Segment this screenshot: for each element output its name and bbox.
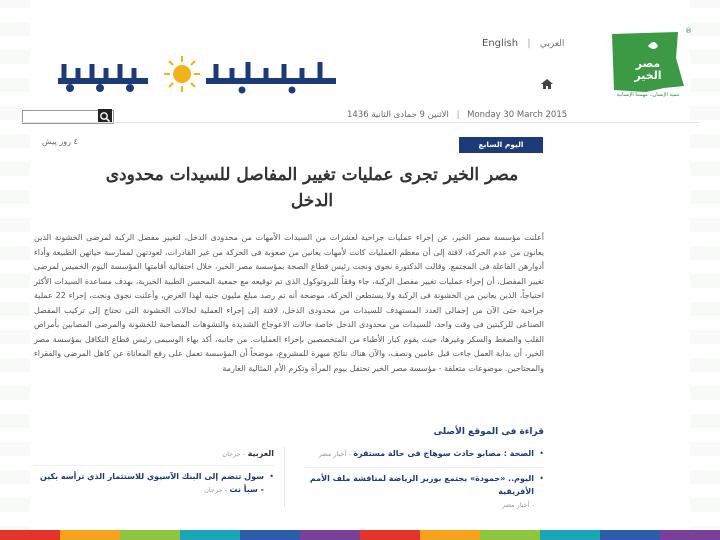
color-bar-segment [600, 530, 660, 540]
related-item-source: - أخبار مصر [501, 501, 534, 509]
date-arabic: الاثنين 9 جمادى الثانية 1436 [347, 110, 449, 120]
registered-icon: ® [685, 27, 692, 35]
search-button[interactable] [98, 109, 112, 123]
related-item-source: - أخبار مصر [318, 450, 351, 458]
language-switch [482, 38, 564, 49]
shahuon-logo[interactable] [56, 50, 396, 100]
color-bar-segment [540, 530, 600, 540]
related-column-right [304, 447, 544, 518]
related-item-title[interactable]: سول تنضم إلى البنك الآسيوي للاستثمار الذي ترأسه بكين - سبأ نت [40, 472, 264, 494]
related-item[interactable] [34, 470, 274, 497]
dateline [347, 110, 567, 120]
related-item-source: - جرجان [204, 486, 227, 494]
related-item[interactable] [304, 472, 544, 512]
category-tag[interactable]: اليوم السابع [459, 137, 543, 153]
misr-el-kheir-logo[interactable] [606, 28, 690, 104]
lang-english-link[interactable]: English [482, 38, 519, 49]
color-bar-segment [300, 530, 360, 540]
related-item-title[interactable]: اليوم.. «حمودة» يجتمع بوزير الرياضة لمناقشة ملف الأمم الأفريقية [309, 474, 534, 496]
lang-separator: | [527, 38, 531, 49]
date-english: Monday 30 March 2015 [467, 110, 568, 120]
footer-color-bar [0, 530, 720, 540]
header-divider [22, 122, 700, 123]
date-separator: | [456, 110, 460, 120]
page [22, 22, 698, 540]
sun-icon [164, 56, 200, 92]
article-title: مصر الخير تجرى عمليات تغيير المفاصل للسيدات محدودى الدخل [105, 165, 519, 211]
source-header[interactable]: العربية [247, 449, 274, 458]
egypt-logo-caption: تنمية الإنسان.. مهمتنا الإنسانية [616, 92, 680, 98]
related-lists [34, 447, 544, 517]
color-bar-segment [360, 530, 420, 540]
color-bar-segment [420, 530, 480, 540]
egypt-logo-text: مصر الخير [634, 57, 662, 82]
related-column-left [34, 447, 274, 503]
source-header-note: - جرجان [222, 450, 246, 458]
column-divider [284, 447, 285, 507]
color-bar-segment [60, 530, 120, 540]
home-icon[interactable] [540, 78, 554, 90]
related-divider [34, 465, 274, 466]
color-bar-segment [480, 530, 540, 540]
color-bar-segment [660, 530, 720, 540]
color-bar-segment [120, 530, 180, 540]
related-section-title: قراءة فى الموقع الأصلى [433, 427, 544, 437]
color-bar-segment [180, 530, 240, 540]
related-item[interactable] [304, 447, 544, 461]
color-bar-segment [240, 530, 300, 540]
lang-arabic-link[interactable]: العربي [539, 39, 565, 49]
related-item-title[interactable]: الصحة : مصابو حادث سوهاج فى حالة مستقرة [353, 449, 534, 458]
time-ago: ٤ روز پيش [42, 137, 78, 146]
article-body: أعلنت مؤسسة مصر الخير، عن إجراء عمليات جراحية لعشرات من السيدات الأمهات من محدودى الدخل، لتغيير مفصل الركبة لمرضى الخشونة الذين يعانون من عدم الحركة، لافتة إلى أن معظم العمليات كانت لأمهات يعانين من صعوبة فى الحركة من غير القادرات، لعودتهن لممارسة حياتهن الطبيعة وأداء أدوارهن الفاعلة فى المجتمع. وقالت الدكتورة نجوى ونجت رئيس قطاع الصحة بمؤسسة مصر الخير، خلال احتفالية أقامتها المؤسسة اليوم الخميس لمرضى تغيير المفصل، أن إجراء عمليات تغيير مفصل الركبة، جاء وفقاً للبروتوكول الذى تم توقيعه مع جمعية المحسن الطبية الخيرية، بهدف مساعدة السيدات الأكثر احتياجاً، الذين يعانين من الخشونة فى الركبة ولا يستطعن الحركة، موضحة أنه تم رصد مبلغ مليون جنيه لهذا الغرض، وأعلنت نجوى ونجت، إجراء 22 عملية جراحية حتى الآن من إجمالى العدد المستهدف للسيدات من محدودى الدخل، لافتة إلى إجراء العملية لحالات الخشونة التى تحتاج إلى تركيب المفصل الصناعى للركبتين فى وقت واحد، للسيدات من محدودى الدخل خاصة حالات الاعوجاج الشديدة والتشوهات المصاحبة للخشونة والمرضى المصابين بأمراض القلب والضغط والسكر وغيرها، حيث يقوم كبار الأطباء من المتخصصين بإجراء العمليات. من جانبه، أكد بهاء الوسيمى رئيس قطاع التكافل بمؤسسة مصر الخير، أن بداية العمل جاءت قبل عامين ونصف، والآن هناك نتائج مبهرة للمشروع، موضحاً أن المؤسسة تعمل على رفع المعاناة عن كاهل المرضى والفقراء والمحتاجين. موضوعات متعلقة - مؤسسة مصر الخير تحتفل بيوم المرأة وتكرم الأم المثالية الغارمة [34, 233, 544, 373]
color-bar-segment [0, 530, 60, 540]
related-divider [304, 467, 544, 468]
